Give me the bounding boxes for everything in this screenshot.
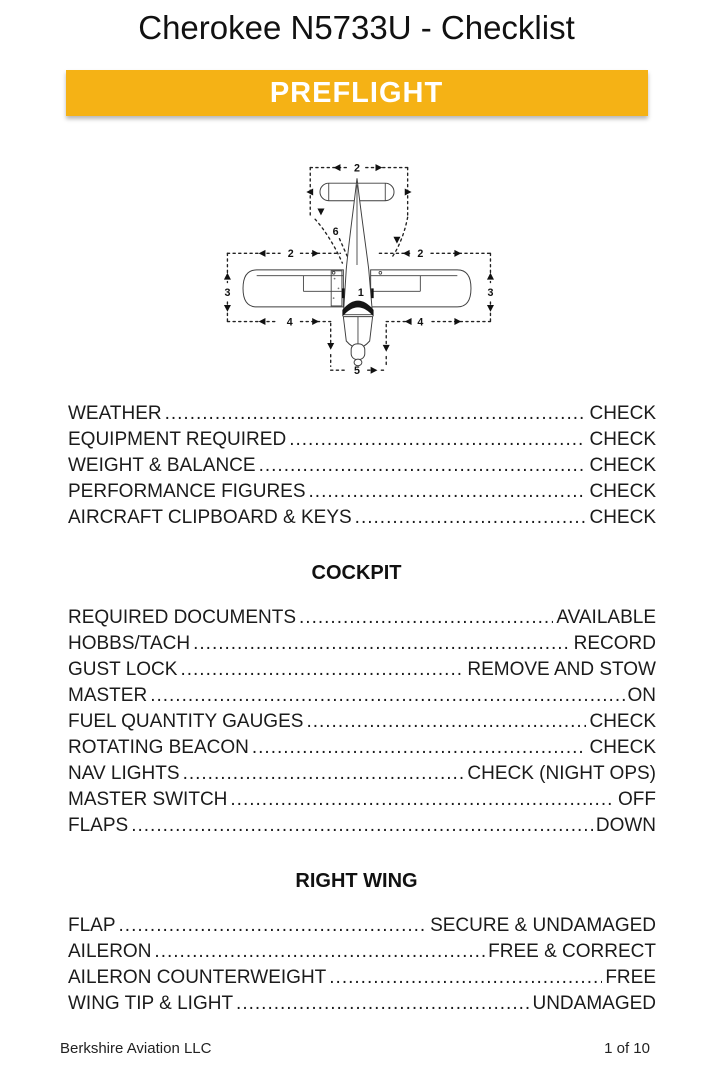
dot-leader — [236, 991, 529, 1017]
item-label: HOBBS/TACH — [68, 633, 191, 654]
dot-leader — [131, 813, 593, 839]
page-title: Cherokee N5733U - Checklist — [138, 9, 575, 46]
checklist-item — [68, 657, 656, 683]
dot-leader — [306, 709, 586, 735]
item-label: EQUIPMENT REQUIRED — [68, 429, 287, 450]
checklist-item — [68, 787, 656, 813]
section-preflight-initial — [68, 401, 656, 531]
station-5-label: 5 — [353, 365, 360, 378]
item-label: FLAP — [68, 915, 116, 936]
item-value: CHECK — [589, 481, 656, 502]
item-label: FUEL QUANTITY GAUGES — [68, 711, 304, 732]
dot-leader — [165, 401, 587, 427]
section-cockpit — [68, 605, 656, 839]
station-3-label: 3 — [223, 287, 230, 300]
checklist-item — [68, 453, 656, 479]
section-right-wing — [68, 913, 656, 1017]
item-value: UNDAMAGED — [532, 993, 656, 1014]
station-4-label: 4 — [416, 316, 423, 329]
dot-leader — [193, 631, 571, 657]
item-value: CHECK — [589, 429, 656, 450]
checklist-item — [68, 913, 656, 939]
dot-leader — [309, 479, 587, 505]
item-label: PERFORMANCE FIGURES — [68, 481, 306, 502]
checklist-item — [68, 683, 656, 709]
checklist-item — [68, 631, 656, 657]
item-label: AILERON — [68, 941, 152, 962]
page-number: 1 of 10 — [604, 1040, 650, 1057]
checklist-item — [68, 735, 656, 761]
dot-leader — [230, 787, 615, 813]
checklist-item — [68, 427, 656, 453]
item-value: AVAILABLE — [556, 607, 656, 628]
item-label: GUST LOCK — [68, 659, 178, 680]
section-heading-cockpit: COCKPIT — [311, 562, 402, 584]
footer-organization: Berkshire Aviation LLC — [60, 1040, 212, 1057]
walkaround-diagram — [206, 146, 508, 385]
item-value: SECURE & UNDAMAGED — [430, 915, 656, 936]
item-value: OFF — [618, 789, 656, 810]
item-value: FREE & CORRECT — [488, 941, 656, 962]
item-label: NAV LIGHTS — [68, 763, 180, 784]
checklist-item — [68, 813, 656, 839]
station-2-label: 2 — [353, 162, 360, 175]
item-value: CHECK — [589, 737, 656, 758]
page-footer — [60, 1040, 650, 1057]
dot-leader — [119, 913, 428, 939]
item-label: WEATHER — [68, 403, 162, 424]
dot-leader — [252, 735, 587, 761]
station-2-label: 2 — [416, 248, 423, 261]
dot-leader — [183, 761, 465, 787]
item-value: RECORD — [573, 633, 656, 654]
dot-leader — [154, 939, 485, 965]
dot-leader — [150, 683, 624, 709]
checklist-item — [68, 401, 656, 427]
checklist-item — [68, 479, 656, 505]
checklist-item — [68, 505, 656, 531]
checklist-item — [68, 991, 656, 1017]
dot-leader — [259, 453, 587, 479]
checklist-item — [68, 605, 656, 631]
item-label: AILERON COUNTERWEIGHT — [68, 967, 327, 988]
item-value: CHECK — [589, 507, 656, 528]
item-label: FLAPS — [68, 815, 129, 836]
item-value: FREE — [605, 967, 656, 988]
item-value: CHECK (NIGHT OPS) — [467, 763, 656, 784]
item-value: CHECK — [589, 711, 656, 732]
item-value: REMOVE AND STOW — [467, 659, 656, 680]
item-label: MASTER — [68, 685, 148, 706]
dot-leader — [180, 657, 464, 683]
checklist-item — [68, 761, 656, 787]
item-label: MASTER SWITCH — [68, 789, 228, 810]
item-value: CHECK — [589, 455, 656, 476]
item-label: WEIGHT & BALANCE — [68, 455, 256, 476]
checklist-item — [68, 709, 656, 735]
dot-leader — [289, 427, 586, 453]
dot-leader — [355, 505, 587, 531]
item-value: CHECK — [589, 403, 656, 424]
station-1-label: 1 — [357, 287, 364, 300]
station-3-label: 3 — [486, 287, 493, 300]
item-label: WING TIP & LIGHT — [68, 993, 234, 1014]
station-2-label: 2 — [287, 248, 294, 261]
aircraft-outline — [243, 178, 471, 365]
item-label: REQUIRED DOCUMENTS — [68, 607, 297, 628]
item-value: ON — [627, 685, 656, 706]
checklist-item — [68, 965, 656, 991]
station-4-label: 4 — [286, 316, 293, 329]
dot-leader — [299, 605, 553, 631]
section-heading-right-wing: RIGHT WING — [295, 870, 418, 892]
station-6-label: 6 — [332, 225, 339, 238]
preflight-banner-label: PREFLIGHT — [269, 76, 444, 109]
checklist-item — [68, 939, 656, 965]
item-label: AIRCRAFT CLIPBOARD & KEYS — [68, 507, 352, 528]
dot-leader — [329, 965, 602, 991]
item-label: ROTATING BEACON — [68, 737, 249, 758]
item-value: DOWN — [595, 815, 656, 836]
preflight-banner — [66, 70, 648, 116]
